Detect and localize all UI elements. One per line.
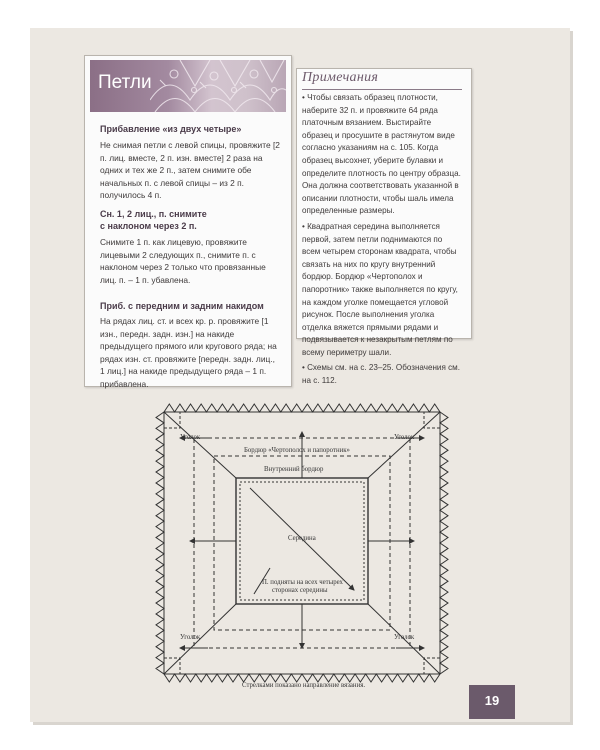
pickup-label-line2: сторонах середины	[272, 587, 328, 594]
page-number: 19	[484, 693, 500, 708]
corner-label-bottom-left: Уголок	[180, 634, 201, 641]
center-label: Середина	[288, 535, 316, 542]
section-heading-decrease-line1: Сн. 1, 2 лиц., п. снимите	[100, 209, 207, 219]
diagram-caption: Стрелками показано направление вязания.	[242, 682, 366, 689]
section-heading-yo-increase: Приб. с передним и задним накидом	[100, 301, 264, 311]
corner-label-top-right: Уголок	[394, 434, 415, 441]
section-body-decrease: Снимите 1 п. как лицевую, провяжите лицевыми 2 следующих п., снимите п. с наклоном через 2 только что провязанные лиц. п. – 1 п. убавлена.	[100, 237, 266, 285]
note-item: • Квадратная середина выполняется первой, затем петли поднимаются по всем четырем сторонам квадрата, чтобы связать на них по кругу внутренний бордюр. Бордюр «Чертополох и папоротник» также выполняется по кругу, на каждом уголке помещается угловой рисунок. После выполнения уголка отделка вяжется прямыми рядами и подвязывается к незакрытым петлям по всему периметру шали.	[302, 221, 458, 357]
section-body-yo-increase: На рядах лиц. ст. и всех кр. р. провяжите [1 изн., передн. задн. изн.] на накиде предыдущего прямого или кругового ряда; на рядах изн. ст. провяжите [передн. задн. лиц., 1 лиц.] на накиде предыдущего ряда – 1 п. прибавлена.	[100, 316, 277, 389]
notes-title: Примечания	[302, 70, 379, 85]
outer-border-label: Бордюр «Чертополох и папоротник»	[244, 447, 350, 454]
note-item: • Схемы см. на с. 23–25. Обозначения см. на с. 112.	[302, 363, 460, 386]
stitches-title: Петли	[98, 72, 152, 93]
lace-photo-icon	[150, 60, 286, 112]
section-heading-increase: Прибавление «из двух четыре»	[100, 124, 242, 134]
note-item: • Чтобы связать образец плотности, наберите 32 п. и провяжите 64 ряда платочным вязанием. Выстирайте образец и просушите в растянутом виде согласно указаниям на с. 105. Когда образец высохнет, уберите булавки и определите плотность по центру образца. Она должна соответствовать указанной в описании плотности, чтобы шаль имела определенные размеры.	[302, 93, 461, 216]
shawl-construction-diagram	[150, 398, 454, 698]
corner-label-top-left: Уголок	[180, 434, 201, 441]
notes-list	[302, 92, 462, 391]
section-heading-decrease-line2: с наклоном через 2 п.	[100, 221, 197, 231]
section-body-increase: Не снимая петли с левой спицы, провяжите [2 п. лиц. вместе, 2 п. изн. вместе] 2 раза на одних и тех же 2 п., затем снимите обе начальных п. с левой спицы – из 2 п. получилось 4 п.	[100, 140, 280, 201]
corner-label-bottom-right: Уголок	[394, 634, 415, 641]
inner-border-label: Внутренний бордюр	[264, 466, 324, 473]
notes-divider	[302, 89, 462, 90]
pickup-label-line1: П. подняты на всех четырех	[262, 579, 343, 586]
